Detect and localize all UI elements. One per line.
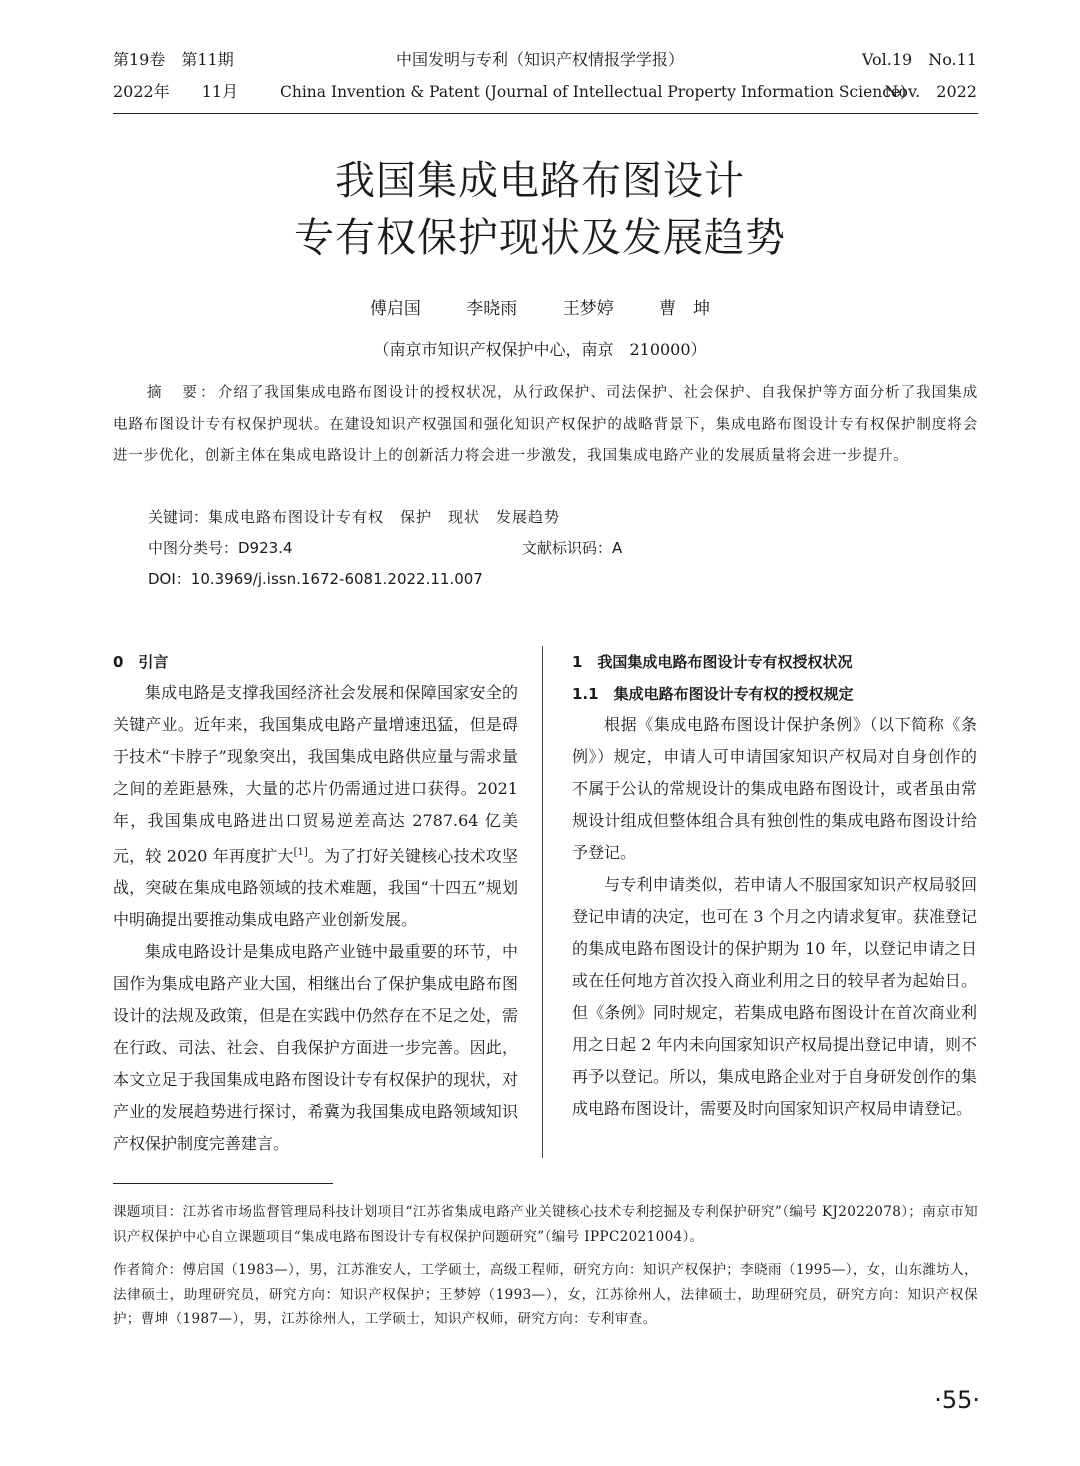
affiliation: （南京市知识产权保护中心，南京 210000） (373, 340, 707, 359)
footnote-label: 课题项目： (113, 1204, 183, 1220)
section-heading-introduction: 0 引言 (113, 653, 169, 671)
title-line-2: 专有权保护现状及发展趋势 (294, 215, 786, 261)
right-column-body (572, 709, 977, 1125)
abstract (113, 378, 978, 473)
header-rule (113, 113, 978, 114)
document-code: 文献标识码：A (522, 539, 623, 557)
paragraph: 根据《集成电路布图设计保护条例》（以下简称《条例》）规定，申请人可申请国家知识产权局对自身创作的不属于公认的常规设计的集成电路布图设计，或者虽由常规设计组成但整体组合具有独创性的集成电路布图设计给予登记。 (572, 715, 977, 862)
author-name: 傅启国 (369, 299, 421, 319)
abstract-text: 介绍了我国集成电路布图设计的授权状况，从行政保护、司法保护、社会保护、自我保护等方面分析了我国集成电路布图设计专有权保护现状。在建设知识产权强国和强化知识产权保护的战略背景下，集成电路布图设计专有权保护制度将会进一步优化，创新主体在集成电路设计上的创新活力将会进一步激发，我国集成电路产业的发展质量将会进一步提升。 (113, 385, 978, 464)
author-name: 曹 坤 (659, 299, 711, 319)
footnote-text: 江苏省市场监督管理局科技计划项目“江苏省集成电路产业关键核心技术专利挖掘及专利保护研究”（编号 KJ2022078）；南京市知识产权保护中心自立课题项目“集成电路布图设计专有权保护问题研究”（编号 IPPC2021004）。 (113, 1204, 978, 1245)
footnote-authors (113, 1258, 978, 1332)
clc-number: 中图分类号：D923.4 (148, 539, 293, 557)
keywords-text: 集成电路布图设计专有权 保护 现状 发展趋势 (208, 508, 561, 526)
doi: DOI：10.3969/j.issn.1672-6081.2022.11.007 (148, 570, 483, 588)
column-divider (542, 646, 543, 1158)
keywords (148, 506, 560, 527)
paragraph-text: 集成电路是支撑我国经济社会发展和保障国家安全的关键产业。近年来，我国集成电路产量增速迅猛，但是碍于技术“卡脖子”现象突出，我国集成电路供应量与需求量之间的差距悬殊，大量的芯片仍需通过进口获得。2021 年，我国集成电路进出口贸易逆差高达 2787.64 亿美元，较 2020 年再度扩大 (113, 683, 518, 866)
paragraph (113, 677, 518, 936)
paragraph-text: 。为了打好关键核心技术攻坚战，突破在集成电路领域的技术难题，我国“十四五”规划中明确提出要推动集成电路产业创新发展。 (113, 846, 518, 930)
abstract-label: 摘 要： (147, 385, 218, 401)
header-date-en: Nov. 2022 (884, 82, 977, 101)
author-name: 王梦婷 (562, 299, 614, 319)
author-list (0, 294, 1080, 319)
paragraph: 与专利申请类似，若申请人不服国家知识产权局驳回登记申请的决定，也可在 3 个月之内请求复审。获准登记的集成电路布图设计的保护期为 10 年，以登记申请之日或在任何地方首次投入商业利用之日的较早者为起始日。但《条例》同时规定，若集成电路布图设计在首次商业利用之日起 2 年内未向国家知识产权局提出登记申请，则不再予以登记。所以，集成电路企业对于自身研发创作的集成电路布图设计，需要及时向国家知识产权局申请登记。 (572, 875, 977, 1118)
header-volume-en: Vol.19 No.11 (861, 50, 977, 69)
section-heading-1: 1 我国集成电路布图设计专有权授权状况 (572, 653, 853, 671)
left-column-body (113, 677, 518, 1160)
footnote-text: 傅启国（1983—），男，江苏淮安人，工学硕士，高级工程师，研究方向：知识产权保护；李晓雨（1995—），女，山东潍坊人，法律硕士，助理研究员，研究方向：知识产权保护；王梦婷（1993—），女，江苏徐州人，法律硕士，助理研究员，研究方向：知识产权保护；曹坤（1987—），男，江苏徐州人，工学硕士，知识产权师，研究方向：专利审查。 (113, 1262, 978, 1327)
citation-ref: [1] (293, 847, 308, 858)
page-number: ·55· (934, 1386, 980, 1414)
header-journal-en: China Invention & Patent (Journal of Intellectual Property Information Science) (280, 83, 907, 101)
header-journal-cn: 中国发明与专利（知识产权情报学学报） (395, 50, 684, 69)
header-volume-cn: 第19卷 第11期 (113, 50, 234, 69)
subsection-heading-1-1: 1.1 集成电路布图设计专有权的授权规定 (572, 685, 854, 703)
footnote-project (113, 1200, 978, 1249)
footnote-label: 作者简介： (113, 1262, 183, 1278)
title-line-1: 我国集成电路布图设计 (335, 158, 745, 204)
footnote-rule (113, 1183, 333, 1184)
paragraph: 集成电路设计是集成电路产业链中最重要的环节，中国作为集成电路产业大国，相继出台了保护集成电路布图设计的法规及政策，但是在实践中仍然存在不足之处，需在行政、司法、社会、自我保护方面进一步完善。因此，本文立足于我国集成电路布图设计专有权保护的现状，对产业的发展趋势进行探讨，希冀为我国集成电路领域知识产权保护制度完善建言。 (113, 942, 518, 1154)
keywords-label: 关键词： (148, 508, 209, 526)
author-name: 李晓雨 (466, 299, 518, 319)
header-date-cn: 2022年 11月 (113, 82, 239, 101)
